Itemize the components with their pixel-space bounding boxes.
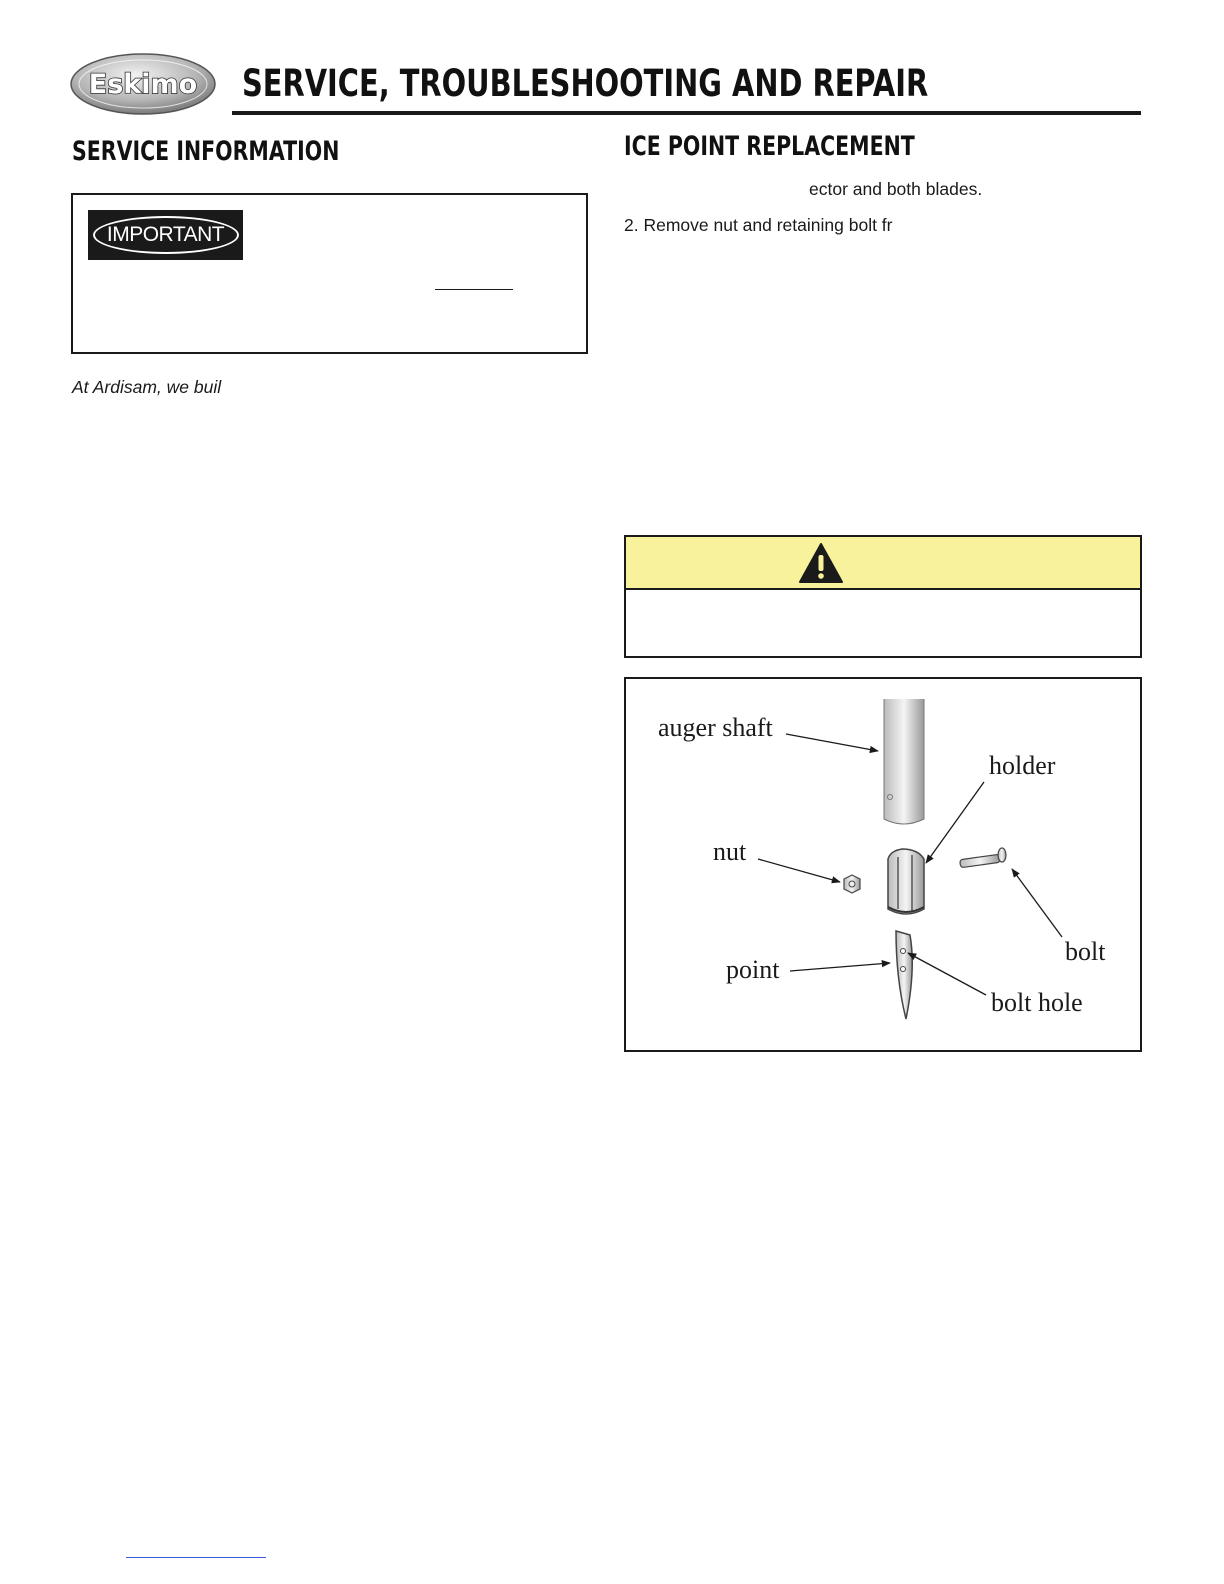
ice-point-diagram-art: [626, 679, 1140, 1050]
footer-link-underline[interactable]: [126, 1557, 266, 1558]
label-nut: nut: [713, 837, 747, 866]
ice-point-replacement-heading: ICE POINT REPLACEMENT: [624, 131, 915, 162]
label-auger-shaft: auger shaft: [658, 713, 773, 742]
important-badge: [88, 210, 243, 260]
important-underline: [435, 289, 513, 290]
bolt-arrow: [1012, 869, 1062, 937]
step2-text: 2. Remove nut and retaining bolt fr: [624, 215, 893, 235]
label-bolt: bolt: [1065, 937, 1106, 966]
bolt-hole-arrow: [908, 953, 986, 995]
label-holder: holder: [989, 751, 1056, 780]
point-arrow: [790, 963, 890, 971]
page-title: SERVICE, TROUBLESHOOTING AND REPAIR: [242, 62, 929, 105]
auger-shaft-arrow: [786, 734, 878, 751]
important-notice-box: [71, 193, 588, 354]
nut-arrow: [758, 859, 840, 882]
eskimo-logo: [70, 52, 218, 116]
label-bolt-hole: bolt hole: [991, 988, 1083, 1017]
auger-shaft-shape: [884, 699, 924, 824]
ice-point-diagram: [624, 677, 1142, 1052]
ardisam-intro-text: At Ardisam, we buil: [72, 377, 222, 397]
bolt-shape: [960, 848, 1006, 868]
logo-text: Eskimo: [88, 69, 198, 100]
nut-shape: [844, 875, 860, 893]
warning-triangle-icon: [798, 542, 844, 584]
step1-fragment-text: ector and both blades.: [809, 179, 983, 199]
eskimo-logo-mark: [70, 52, 218, 116]
title-rule: [232, 111, 1141, 115]
important-label: IMPORTANT: [93, 216, 239, 254]
label-point: point: [726, 955, 780, 984]
warning-band: [626, 537, 1140, 590]
warning-box: [624, 535, 1142, 658]
service-information-heading: SERVICE INFORMATION: [72, 136, 340, 167]
holder-shape: [888, 849, 924, 914]
holder-arrow: [926, 782, 984, 863]
point-shape: [896, 931, 912, 1019]
